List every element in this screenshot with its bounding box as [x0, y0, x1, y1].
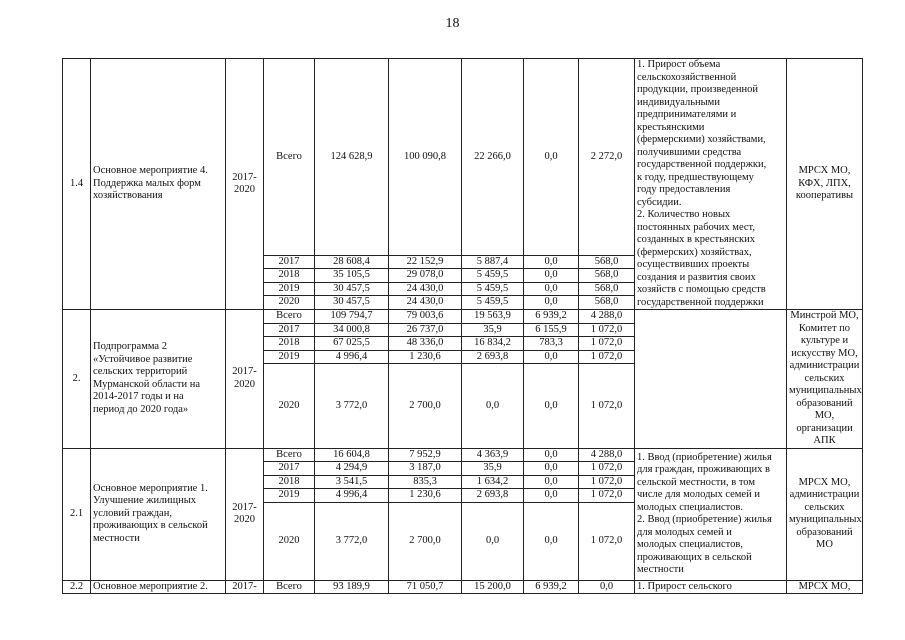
value-cell: 4 996,4 [315, 489, 389, 503]
value-cell: 6 939,2 [524, 580, 579, 594]
value-cell: 568,0 [579, 255, 635, 269]
value-cell: 67 025,5 [315, 337, 389, 351]
value-cell: 15 200,0 [462, 580, 524, 594]
value-cell: 0,0 [524, 462, 579, 476]
year-cell: 2018 [264, 337, 315, 351]
row-index: 2.1 [63, 448, 91, 580]
value-cell: 1 230,6 [389, 489, 462, 503]
indicators: 1. Ввод (приобретение) жилья для граждан, проживающих в сельской местности, в том числе для молодых семей и молодых специалистов. 2. Ввод (приобретение) жилья для молодых семей и молодых специалистов, проживающих в сельской местности [635, 448, 787, 580]
executor: МРСХ МО, [787, 580, 863, 594]
value-cell: 4 363,9 [462, 448, 524, 462]
value-cell: 1 072,0 [579, 462, 635, 476]
value-cell: 6 155,9 [524, 323, 579, 337]
value-cell: 3 187,0 [389, 462, 462, 476]
value-cell: 1 634,2 [462, 475, 524, 489]
value-cell: 0,0 [524, 475, 579, 489]
table-row [63, 59, 863, 256]
value-cell: 4 288,0 [579, 310, 635, 324]
value-cell: 2 700,0 [389, 502, 462, 580]
year-cell: Всего [264, 59, 315, 256]
year-cell: Всего [264, 580, 315, 594]
value-cell: 5 459,5 [462, 282, 524, 296]
executor: МРСХ МО, КФХ, ЛПХ, кооперативы [787, 59, 863, 310]
value-cell: 0,0 [524, 448, 579, 462]
value-cell: 5 459,5 [462, 269, 524, 283]
indicators: 1. Прирост сельского [635, 580, 787, 594]
value-cell: 783,3 [524, 337, 579, 351]
value-cell: 22 152,9 [389, 255, 462, 269]
value-cell: 71 050,7 [389, 580, 462, 594]
activity-name: Основное мероприятие 2. [91, 580, 226, 594]
value-cell: 835,3 [389, 475, 462, 489]
value-cell: 35,9 [462, 462, 524, 476]
value-cell: 16 834,2 [462, 337, 524, 351]
value-cell: 28 608,4 [315, 255, 389, 269]
value-cell: 1 072,0 [579, 475, 635, 489]
year-cell: 2019 [264, 489, 315, 503]
page-number: 18 [445, 16, 460, 31]
value-cell: 568,0 [579, 269, 635, 283]
executor: Минстрой МО, Комитет по культуре и искусству МО, администрации сельских муниципальных образований МО, организации АПК [787, 310, 863, 449]
value-cell: 3 541,5 [315, 475, 389, 489]
value-cell: 5 459,5 [462, 296, 524, 310]
row-index: 2. [63, 310, 91, 449]
value-cell: 0,0 [524, 59, 579, 256]
value-cell: 0,0 [524, 255, 579, 269]
value-cell: 4 996,4 [315, 350, 389, 364]
value-cell: 4 288,0 [579, 448, 635, 462]
value-cell: 109 794,7 [315, 310, 389, 324]
value-cell: 24 430,0 [389, 296, 462, 310]
value-cell: 3 772,0 [315, 364, 389, 448]
value-cell: 124 628,9 [315, 59, 389, 256]
indicators: 1. Прирост объема сельскохозяйственной продукции, произведенной индивидуальными предпринимателями и крестьянскими (фермерскими) хозяйствами, получившими средства государственной поддержки, к году, предшествующему году предоставления субсидии. 2. Количество новых постоянных рабочих мест, созданных в крестьянских (фермерских) хозяйствах, осуществивших проекты создания и развития своих хозяйств с помощью средств государственной поддержки [635, 59, 787, 310]
value-cell: 0,0 [524, 502, 579, 580]
year-cell: 2019 [264, 350, 315, 364]
value-cell: 0,0 [524, 296, 579, 310]
value-cell: 568,0 [579, 282, 635, 296]
value-cell: 0,0 [524, 269, 579, 283]
activity-name: Подпрограмма 2 «Устойчивое развитие сельских территорий Мурманской области на 2014-2017 годы и на период до 2020 года» [91, 310, 226, 449]
value-cell: 1 072,0 [579, 350, 635, 364]
value-cell: 2 693,8 [462, 489, 524, 503]
value-cell: 3 772,0 [315, 502, 389, 580]
value-cell: 0,0 [524, 364, 579, 448]
value-cell: 1 072,0 [579, 323, 635, 337]
value-cell: 30 457,5 [315, 282, 389, 296]
value-cell: 4 294,9 [315, 462, 389, 476]
value-cell: 568,0 [579, 296, 635, 310]
row-index: 2.2 [63, 580, 91, 594]
table-row [63, 310, 863, 324]
value-cell: 19 563,9 [462, 310, 524, 324]
value-cell: 48 336,0 [389, 337, 462, 351]
table-row [63, 448, 863, 462]
period: 2017- [226, 580, 264, 594]
executor: МРСХ МО, администрации сельских муниципальных образований МО [787, 448, 863, 580]
value-cell: 22 266,0 [462, 59, 524, 256]
value-cell: 1 072,0 [579, 337, 635, 351]
year-cell: 2018 [264, 475, 315, 489]
value-cell: 7 952,9 [389, 448, 462, 462]
indicators-empty [635, 310, 787, 449]
value-cell: 0,0 [462, 364, 524, 448]
year-cell: 2020 [264, 502, 315, 580]
value-cell: 5 887,4 [462, 255, 524, 269]
value-cell: 6 939,2 [524, 310, 579, 324]
value-cell: 0,0 [524, 282, 579, 296]
year-cell: 2020 [264, 364, 315, 448]
year-cell: 2017 [264, 323, 315, 337]
value-cell: 1 072,0 [579, 502, 635, 580]
period: 2017- 2020 [226, 310, 264, 449]
value-cell: 35,9 [462, 323, 524, 337]
year-cell: 2017 [264, 462, 315, 476]
activity-name: Основное мероприятие 1. Улучшение жилищных условий граждан, проживающих в сельской местности [91, 448, 226, 580]
value-cell: 0,0 [462, 502, 524, 580]
value-cell: 1 072,0 [579, 489, 635, 503]
value-cell: 79 003,6 [389, 310, 462, 324]
year-cell: 2017 [264, 255, 315, 269]
value-cell: 0,0 [579, 580, 635, 594]
row-index: 1.4 [63, 59, 91, 310]
program-table [62, 58, 863, 594]
value-cell: 2 700,0 [389, 364, 462, 448]
year-cell: 2020 [264, 296, 315, 310]
value-cell: 24 430,0 [389, 282, 462, 296]
table-row [63, 580, 863, 594]
value-cell: 35 105,5 [315, 269, 389, 283]
value-cell: 0,0 [524, 489, 579, 503]
value-cell: 2 272,0 [579, 59, 635, 256]
year-cell: Всего [264, 310, 315, 324]
value-cell: 1 230,6 [389, 350, 462, 364]
year-cell: 2019 [264, 282, 315, 296]
year-cell: 2018 [264, 269, 315, 283]
value-cell: 30 457,5 [315, 296, 389, 310]
value-cell: 100 090,8 [389, 59, 462, 256]
value-cell: 26 737,0 [389, 323, 462, 337]
period: 2017- 2020 [226, 59, 264, 310]
activity-name: Основное мероприятие 4. Поддержка малых форм хозяйствования [91, 59, 226, 310]
value-cell: 29 078,0 [389, 269, 462, 283]
year-cell: Всего [264, 448, 315, 462]
value-cell: 0,0 [524, 350, 579, 364]
value-cell: 16 604,8 [315, 448, 389, 462]
value-cell: 1 072,0 [579, 364, 635, 448]
period: 2017- 2020 [226, 448, 264, 580]
value-cell: 93 189,9 [315, 580, 389, 594]
value-cell: 34 000,8 [315, 323, 389, 337]
value-cell: 2 693,8 [462, 350, 524, 364]
